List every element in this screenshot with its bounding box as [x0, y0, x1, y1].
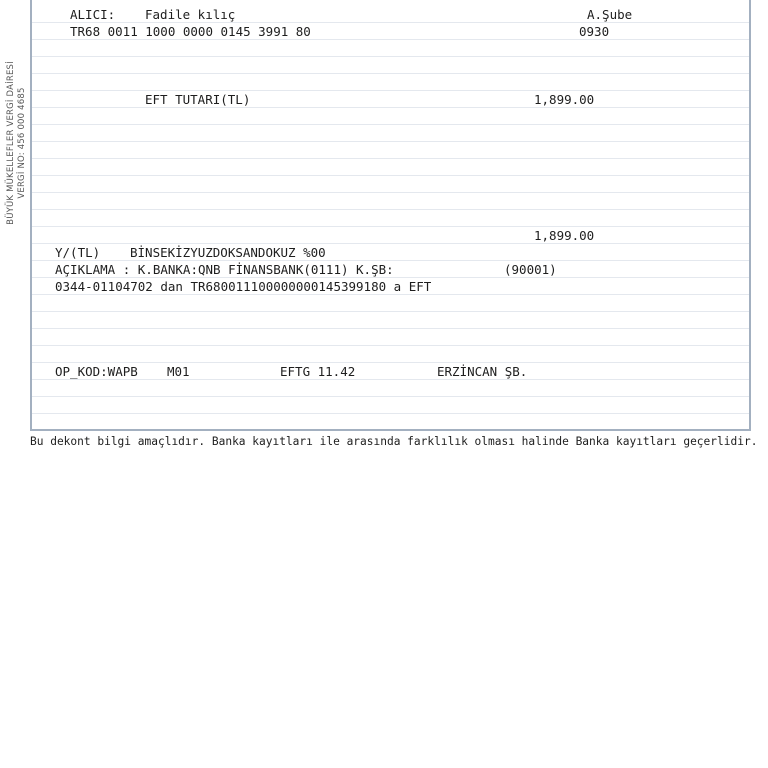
- recipient-iban: TR68 0011 1000 0000 0145 3991 80: [70, 24, 311, 39]
- operation-code: OP_KOD:WAPB: [55, 364, 138, 379]
- branch-name: ERZİNCAN ŞB.: [437, 364, 528, 379]
- recipient-label: ALICI:: [70, 7, 116, 22]
- description-line-2: 0344-01104702 dan TR680011100000000145399180 a EFT: [55, 279, 432, 294]
- branch-code: 0930: [579, 24, 610, 39]
- tax-office-vertical-text: [0, 50, 34, 235]
- description-line-1: AÇIKLAMA : K.BANKA:QNB FİNANSBANK(0111) K.ŞB:: [55, 262, 394, 277]
- operation-m-code: M01: [167, 364, 190, 379]
- branch-label: A.Şube: [587, 7, 633, 22]
- tax-office-name: BÜYÜK MÜKELLEFLER VERGİ DAİRESİ: [6, 60, 16, 225]
- amount-words-label: Y/(TL): [55, 245, 101, 260]
- tax-number: VERGİ NO: 456 000 4685: [17, 86, 27, 199]
- tax-office-text: [6, 61, 28, 225]
- eft-amount-value: 1,899.00: [534, 92, 595, 107]
- description-code: (90001): [504, 262, 557, 277]
- disclaimer-footer: Bu dekont bilgi amaçlıdır. Banka kayıtları ile arasında farklılık olması halinde Banka kayıtları geçerlidir.: [30, 435, 758, 448]
- total-amount: 1,899.00: [534, 228, 595, 243]
- eftg-time: EFTG 11.42: [280, 364, 356, 379]
- amount-words: BİNSEKİZYUZDOKSANDOKUZ %00: [130, 245, 326, 260]
- eft-amount-label: EFT TUTARI(TL): [145, 92, 251, 107]
- receipt-body: [30, 0, 751, 431]
- recipient-name: Fadile kılıç: [145, 7, 236, 22]
